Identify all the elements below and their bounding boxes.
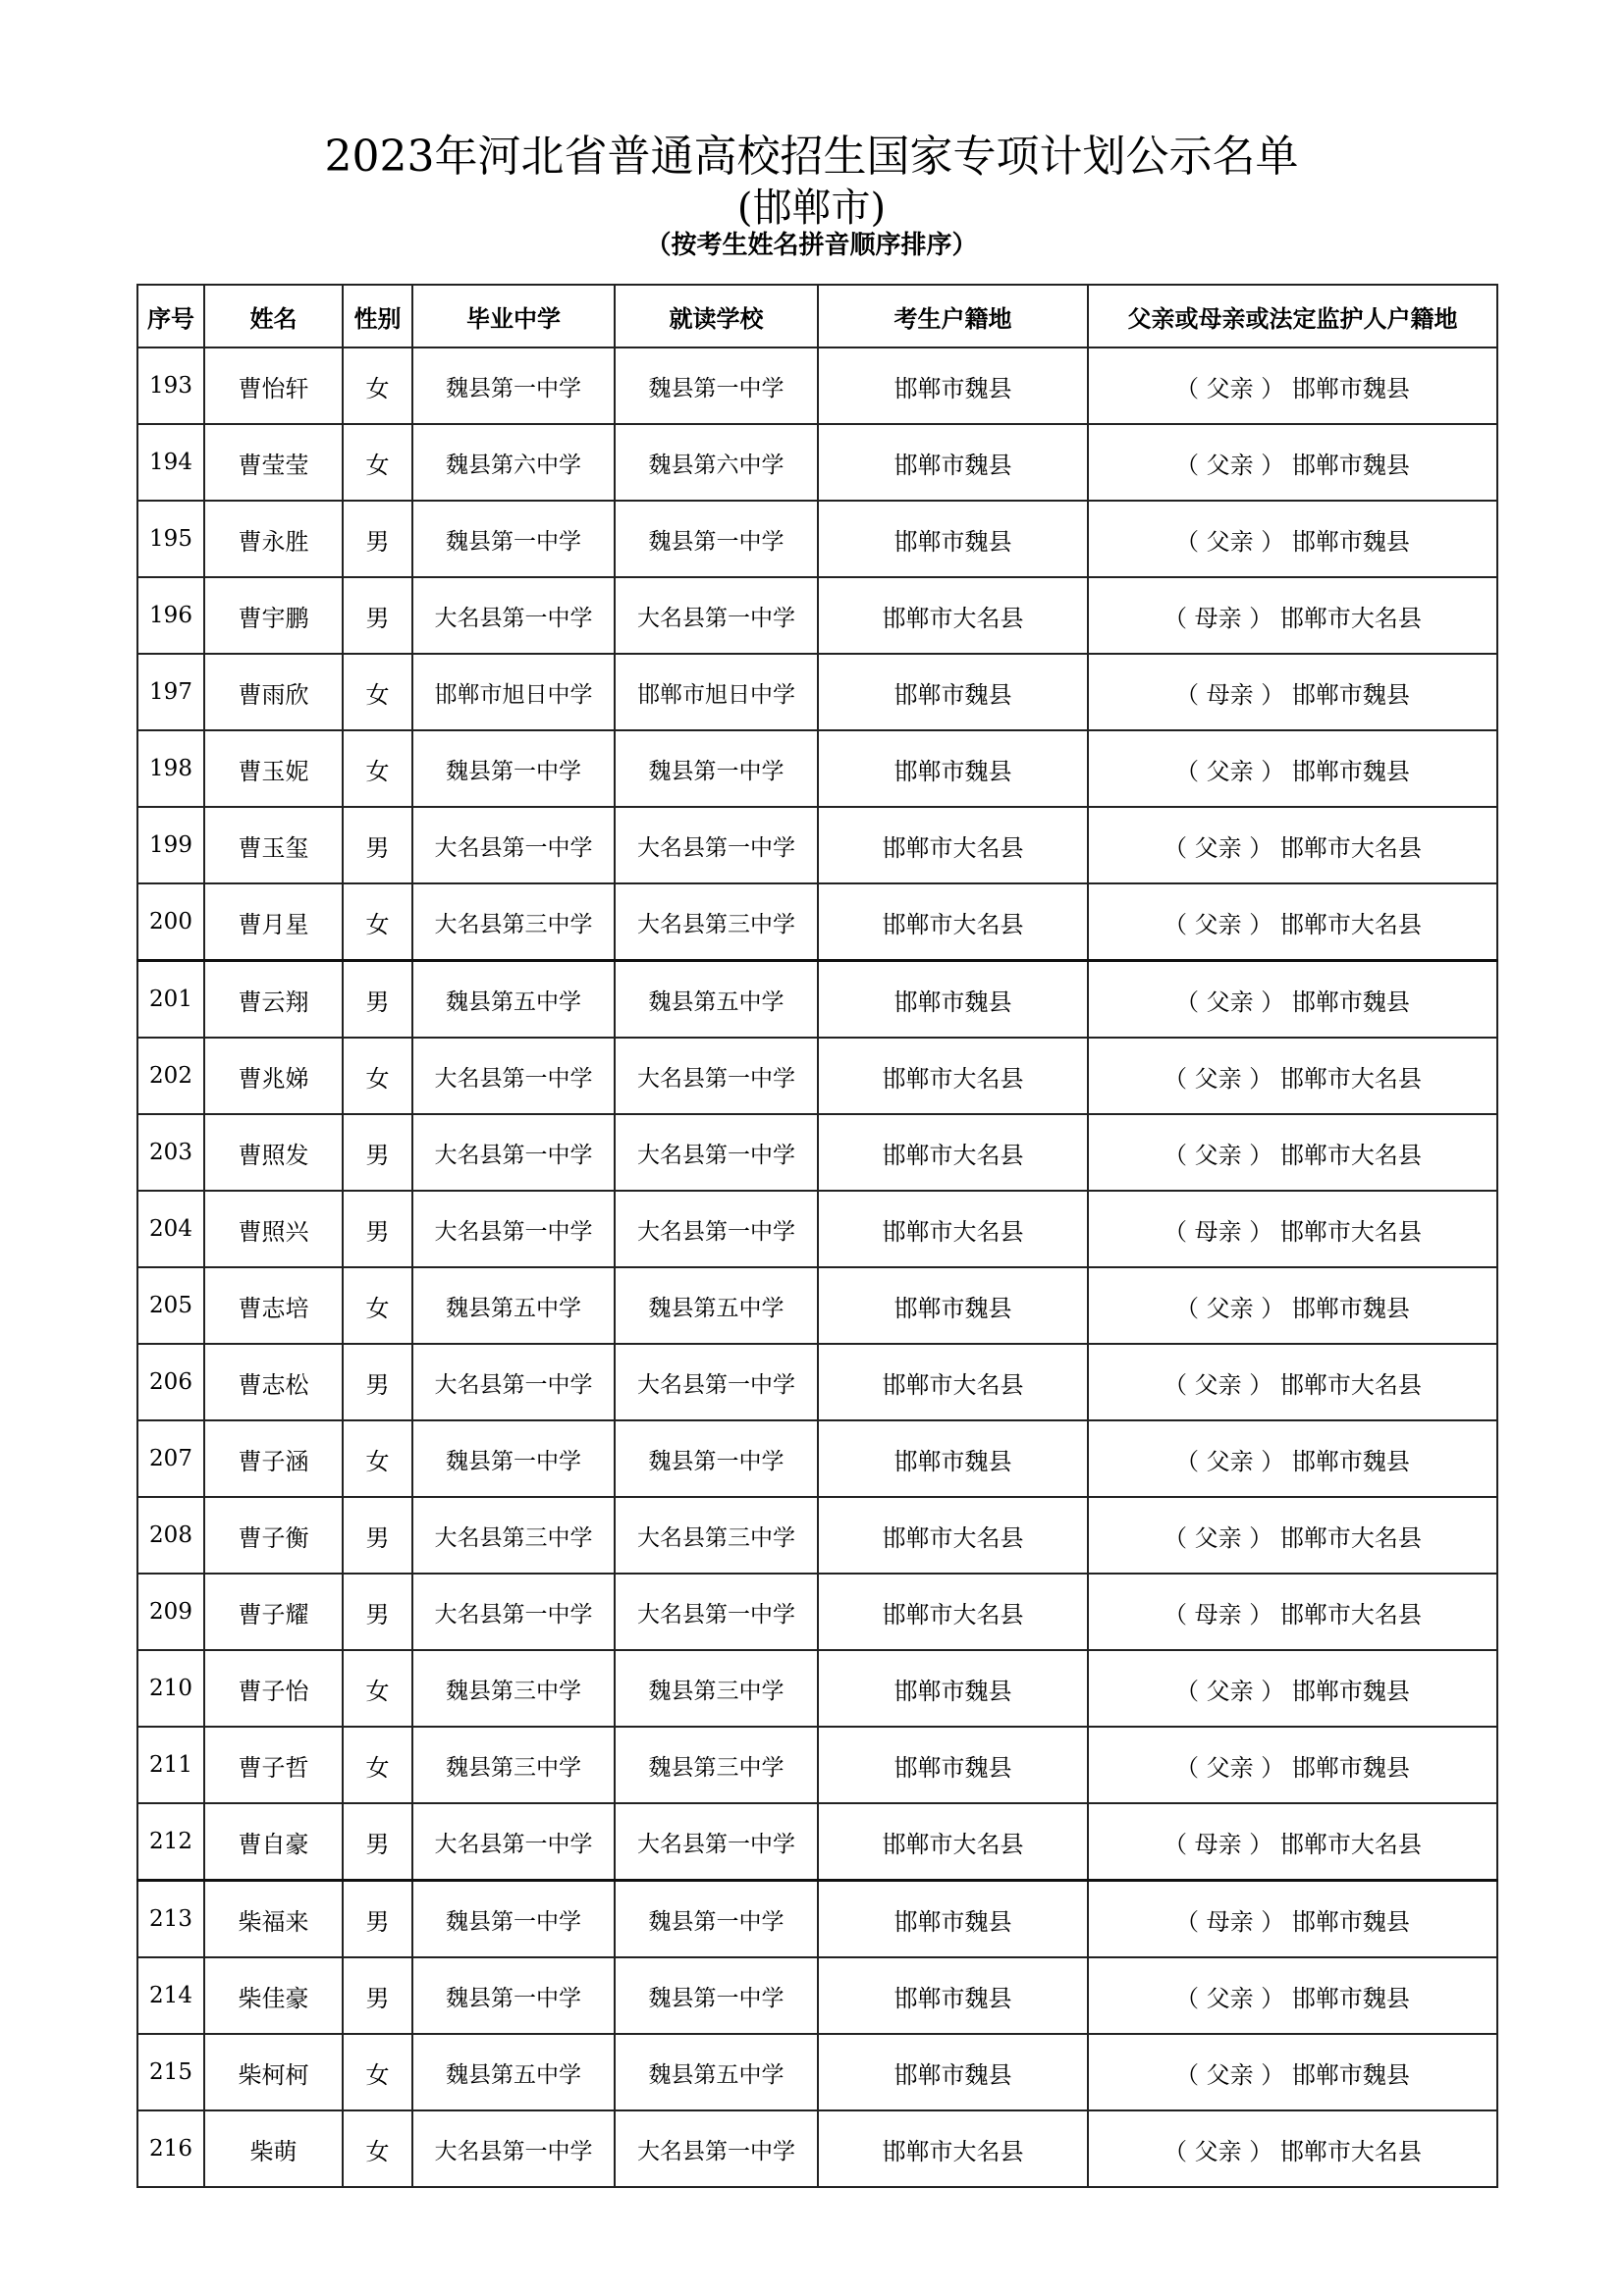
cell-guardian-hukou: （ 父亲 ） 邯郸市魏县 bbox=[1088, 1650, 1497, 1727]
cell-grad-school: 魏县第三中学 bbox=[412, 1650, 615, 1727]
cell-name: 曹志培 bbox=[204, 1267, 343, 1344]
cell-hukou: 邯郸市大名县 bbox=[818, 1114, 1088, 1191]
cell-hukou: 邯郸市魏县 bbox=[818, 1881, 1088, 1958]
cell-gender: 男 bbox=[343, 577, 412, 654]
cell-hukou: 邯郸市大名县 bbox=[818, 577, 1088, 654]
cell-grad-school: 邯郸市旭日中学 bbox=[412, 654, 615, 730]
table-row bbox=[137, 807, 1497, 883]
sort-note: （按考生姓名拼音顺序排序） bbox=[645, 231, 978, 260]
cell-name: 柴柯柯 bbox=[204, 2034, 343, 2110]
cell-grad-school: 大名县第三中学 bbox=[412, 883, 615, 961]
cell-current-school: 魏县第一中学 bbox=[615, 347, 818, 424]
cell-current-school: 大名县第一中学 bbox=[615, 1038, 818, 1114]
cell-guardian-hukou: （ 父亲 ） 邯郸市魏县 bbox=[1088, 501, 1497, 577]
cell-grad-school: 大名县第一中学 bbox=[412, 2110, 615, 2187]
cell-guardian-hukou: （ 父亲 ） 邯郸市魏县 bbox=[1088, 2034, 1497, 2110]
cell-hukou: 邯郸市魏县 bbox=[818, 1727, 1088, 1803]
cell-grad-school: 大名县第一中学 bbox=[412, 1038, 615, 1114]
cell-guardian-hukou: （ 父亲 ） 邯郸市大名县 bbox=[1088, 1038, 1497, 1114]
cell-hukou: 邯郸市魏县 bbox=[818, 347, 1088, 424]
cell-name: 柴佳豪 bbox=[204, 1957, 343, 2034]
cell-no: 214 bbox=[137, 1957, 204, 2034]
cell-grad-school: 魏县第五中学 bbox=[412, 1267, 615, 1344]
cell-no: 212 bbox=[137, 1803, 204, 1881]
cell-grad-school: 大名县第一中学 bbox=[412, 1114, 615, 1191]
cell-name: 曹志松 bbox=[204, 1344, 343, 1420]
table-row bbox=[137, 1497, 1497, 1574]
cell-guardian-hukou: （ 父亲 ） 邯郸市魏县 bbox=[1088, 347, 1497, 424]
cell-current-school: 大名县第一中学 bbox=[615, 1574, 818, 1650]
cell-current-school: 魏县第六中学 bbox=[615, 424, 818, 501]
cell-grad-school: 魏县第三中学 bbox=[412, 1727, 615, 1803]
cell-no: 208 bbox=[137, 1497, 204, 1574]
cell-gender: 男 bbox=[343, 1574, 412, 1650]
cell-hukou: 邯郸市魏县 bbox=[818, 1650, 1088, 1727]
cell-gender: 男 bbox=[343, 1881, 412, 1958]
cell-current-school: 魏县第五中学 bbox=[615, 1267, 818, 1344]
cell-no: 207 bbox=[137, 1420, 204, 1497]
cell-no: 216 bbox=[137, 2110, 204, 2187]
cell-gender: 女 bbox=[343, 883, 412, 961]
cell-hukou: 邯郸市大名县 bbox=[818, 1038, 1088, 1114]
table-row bbox=[137, 654, 1497, 730]
table-row bbox=[137, 577, 1497, 654]
table-row bbox=[137, 1344, 1497, 1420]
cell-no: 200 bbox=[137, 883, 204, 961]
cell-hukou: 邯郸市魏县 bbox=[818, 1267, 1088, 1344]
cell-guardian-hukou: （ 父亲 ） 邯郸市大名县 bbox=[1088, 2110, 1497, 2187]
cell-hukou: 邯郸市魏县 bbox=[818, 424, 1088, 501]
cell-name: 曹云翔 bbox=[204, 961, 343, 1039]
cell-name: 曹子耀 bbox=[204, 1574, 343, 1650]
table-row bbox=[137, 1881, 1497, 1958]
cell-name: 曹子涵 bbox=[204, 1420, 343, 1497]
cell-guardian-hukou: （ 父亲 ） 邯郸市大名县 bbox=[1088, 883, 1497, 961]
cell-gender: 男 bbox=[343, 1344, 412, 1420]
cell-grad-school: 魏县第一中学 bbox=[412, 730, 615, 807]
header-name: 姓名 bbox=[204, 285, 343, 347]
cell-current-school: 大名县第一中学 bbox=[615, 2110, 818, 2187]
cell-hukou: 邯郸市魏县 bbox=[818, 1420, 1088, 1497]
cell-guardian-hukou: （ 父亲 ） 邯郸市魏县 bbox=[1088, 1727, 1497, 1803]
cell-current-school: 魏县第五中学 bbox=[615, 2034, 818, 2110]
cell-no: 194 bbox=[137, 424, 204, 501]
cell-grad-school: 魏县第五中学 bbox=[412, 961, 615, 1039]
cell-no: 201 bbox=[137, 961, 204, 1039]
table-row bbox=[137, 347, 1497, 424]
cell-current-school: 魏县第一中学 bbox=[615, 1957, 818, 2034]
cell-gender: 男 bbox=[343, 1114, 412, 1191]
cell-hukou: 邯郸市大名县 bbox=[818, 1803, 1088, 1881]
cell-name: 曹照发 bbox=[204, 1114, 343, 1191]
cell-grad-school: 魏县第一中学 bbox=[412, 1420, 615, 1497]
table-row bbox=[137, 1420, 1497, 1497]
cell-gender: 男 bbox=[343, 1497, 412, 1574]
cell-current-school: 魏县第三中学 bbox=[615, 1727, 818, 1803]
cell-grad-school: 魏县第六中学 bbox=[412, 424, 615, 501]
cell-gender: 女 bbox=[343, 2034, 412, 2110]
cell-no: 209 bbox=[137, 1574, 204, 1650]
cell-name: 曹永胜 bbox=[204, 501, 343, 577]
table-header-row bbox=[137, 285, 1497, 347]
cell-name: 曹玉玺 bbox=[204, 807, 343, 883]
cell-current-school: 魏县第一中学 bbox=[615, 730, 818, 807]
cell-hukou: 邯郸市魏县 bbox=[818, 1957, 1088, 2034]
table-row bbox=[137, 1727, 1497, 1803]
cell-hukou: 邯郸市魏县 bbox=[818, 730, 1088, 807]
cell-gender: 女 bbox=[343, 1420, 412, 1497]
cell-current-school: 魏县第三中学 bbox=[615, 1650, 818, 1727]
cell-name: 柴福来 bbox=[204, 1881, 343, 1958]
table-row bbox=[137, 2110, 1497, 2187]
cell-gender: 女 bbox=[343, 654, 412, 730]
table-row bbox=[137, 1267, 1497, 1344]
cell-gender: 女 bbox=[343, 1727, 412, 1803]
cell-no: 199 bbox=[137, 807, 204, 883]
table-body bbox=[137, 347, 1497, 2187]
cell-hukou: 邯郸市大名县 bbox=[818, 883, 1088, 961]
cell-no: 195 bbox=[137, 501, 204, 577]
cell-hukou: 邯郸市大名县 bbox=[818, 1497, 1088, 1574]
cell-name: 曹雨欣 bbox=[204, 654, 343, 730]
cell-gender: 女 bbox=[343, 2110, 412, 2187]
table-row bbox=[137, 730, 1497, 807]
table-row bbox=[137, 2034, 1497, 2110]
cell-no: 206 bbox=[137, 1344, 204, 1420]
cell-current-school: 魏县第一中学 bbox=[615, 1420, 818, 1497]
cell-hukou: 邯郸市大名县 bbox=[818, 1191, 1088, 1267]
cell-gender: 女 bbox=[343, 1038, 412, 1114]
cell-grad-school: 魏县第五中学 bbox=[412, 2034, 615, 2110]
cell-guardian-hukou: （ 母亲 ） 邯郸市大名县 bbox=[1088, 577, 1497, 654]
cell-no: 211 bbox=[137, 1727, 204, 1803]
cell-hukou: 邯郸市魏县 bbox=[818, 501, 1088, 577]
cell-name: 曹玉妮 bbox=[204, 730, 343, 807]
cell-grad-school: 魏县第一中学 bbox=[412, 1881, 615, 1958]
cell-guardian-hukou: （ 父亲 ） 邯郸市大名县 bbox=[1088, 807, 1497, 883]
cell-no: 215 bbox=[137, 2034, 204, 2110]
cell-hukou: 邯郸市大名县 bbox=[818, 2110, 1088, 2187]
table-row bbox=[137, 1650, 1497, 1727]
cell-hukou: 邯郸市魏县 bbox=[818, 2034, 1088, 2110]
cell-current-school: 大名县第三中学 bbox=[615, 883, 818, 961]
cell-hukou: 邯郸市大名县 bbox=[818, 1574, 1088, 1650]
cell-grad-school: 大名县第一中学 bbox=[412, 1574, 615, 1650]
cell-no: 203 bbox=[137, 1114, 204, 1191]
table-row bbox=[137, 1038, 1497, 1114]
cell-name: 曹兆娣 bbox=[204, 1038, 343, 1114]
document-title: 2023年河北省普通高校招生国家专项计划公示名单 bbox=[324, 132, 1299, 182]
table-row bbox=[137, 883, 1497, 961]
cell-current-school: 大名县第一中学 bbox=[615, 1191, 818, 1267]
cell-no: 213 bbox=[137, 1881, 204, 1958]
header-guardian-hukou: 父亲或母亲或法定监护人户籍地 bbox=[1088, 285, 1497, 347]
cell-gender: 女 bbox=[343, 730, 412, 807]
cell-current-school: 魏县第一中学 bbox=[615, 501, 818, 577]
cell-name: 曹月星 bbox=[204, 883, 343, 961]
cell-gender: 男 bbox=[343, 807, 412, 883]
header-gender: 性别 bbox=[343, 285, 412, 347]
cell-guardian-hukou: （ 父亲 ） 邯郸市魏县 bbox=[1088, 1420, 1497, 1497]
header-current-school: 就读学校 bbox=[615, 285, 818, 347]
cell-grad-school: 大名县第一中学 bbox=[412, 1803, 615, 1881]
cell-guardian-hukou: （ 母亲 ） 邯郸市大名县 bbox=[1088, 1574, 1497, 1650]
cell-no: 198 bbox=[137, 730, 204, 807]
cell-gender: 女 bbox=[343, 424, 412, 501]
cell-no: 205 bbox=[137, 1267, 204, 1344]
cell-grad-school: 大名县第一中学 bbox=[412, 577, 615, 654]
cell-grad-school: 大名县第三中学 bbox=[412, 1497, 615, 1574]
cell-hukou: 邯郸市大名县 bbox=[818, 807, 1088, 883]
cell-guardian-hukou: （ 母亲 ） 邯郸市魏县 bbox=[1088, 654, 1497, 730]
cell-current-school: 大名县第一中学 bbox=[615, 577, 818, 654]
cell-name: 曹自豪 bbox=[204, 1803, 343, 1881]
cell-guardian-hukou: （ 父亲 ） 邯郸市魏县 bbox=[1088, 1267, 1497, 1344]
cell-grad-school: 大名县第一中学 bbox=[412, 1344, 615, 1420]
cell-name: 曹子哲 bbox=[204, 1727, 343, 1803]
cell-hukou: 邯郸市魏县 bbox=[818, 961, 1088, 1039]
table-row bbox=[137, 424, 1497, 501]
cell-guardian-hukou: （ 父亲 ） 邯郸市魏县 bbox=[1088, 961, 1497, 1039]
cell-gender: 男 bbox=[343, 1803, 412, 1881]
table-row bbox=[137, 1803, 1497, 1881]
cell-name: 曹莹莹 bbox=[204, 424, 343, 501]
table-row bbox=[137, 1114, 1497, 1191]
table-row bbox=[137, 961, 1497, 1039]
cell-guardian-hukou: （ 父亲 ） 邯郸市魏县 bbox=[1088, 1957, 1497, 2034]
cell-hukou: 邯郸市魏县 bbox=[818, 654, 1088, 730]
cell-gender: 男 bbox=[343, 501, 412, 577]
cell-current-school: 魏县第五中学 bbox=[615, 961, 818, 1039]
header-grad-school: 毕业中学 bbox=[412, 285, 615, 347]
cell-gender: 女 bbox=[343, 347, 412, 424]
cell-current-school: 大名县第一中学 bbox=[615, 1344, 818, 1420]
cell-hukou: 邯郸市大名县 bbox=[818, 1344, 1088, 1420]
cell-guardian-hukou: （ 父亲 ） 邯郸市大名县 bbox=[1088, 1114, 1497, 1191]
cell-guardian-hukou: （ 母亲 ） 邯郸市大名县 bbox=[1088, 1803, 1497, 1881]
cell-gender: 男 bbox=[343, 961, 412, 1039]
cell-guardian-hukou: （ 母亲 ） 邯郸市大名县 bbox=[1088, 1191, 1497, 1267]
cell-name: 柴萌 bbox=[204, 2110, 343, 2187]
cell-grad-school: 魏县第一中学 bbox=[412, 347, 615, 424]
table-row bbox=[137, 501, 1497, 577]
cell-current-school: 大名县第一中学 bbox=[615, 1803, 818, 1881]
cell-no: 210 bbox=[137, 1650, 204, 1727]
cell-current-school: 大名县第三中学 bbox=[615, 1497, 818, 1574]
cell-name: 曹子衡 bbox=[204, 1497, 343, 1574]
cell-guardian-hukou: （ 父亲 ） 邯郸市魏县 bbox=[1088, 730, 1497, 807]
cell-no: 202 bbox=[137, 1038, 204, 1114]
cell-name: 曹宇鹏 bbox=[204, 577, 343, 654]
cell-gender: 女 bbox=[343, 1267, 412, 1344]
table-row bbox=[137, 1191, 1497, 1267]
cell-guardian-hukou: （ 父亲 ） 邯郸市魏县 bbox=[1088, 424, 1497, 501]
cell-name: 曹怡轩 bbox=[204, 347, 343, 424]
cell-gender: 男 bbox=[343, 1191, 412, 1267]
cell-current-school: 邯郸市旭日中学 bbox=[615, 654, 818, 730]
cell-no: 193 bbox=[137, 347, 204, 424]
cell-current-school: 大名县第一中学 bbox=[615, 807, 818, 883]
cell-gender: 女 bbox=[343, 1650, 412, 1727]
document-subtitle: (邯郸市) bbox=[736, 186, 887, 231]
cell-current-school: 魏县第一中学 bbox=[615, 1881, 818, 1958]
cell-gender: 男 bbox=[343, 1957, 412, 2034]
cell-guardian-hukou: （ 父亲 ） 邯郸市大名县 bbox=[1088, 1344, 1497, 1420]
cell-no: 204 bbox=[137, 1191, 204, 1267]
cell-no: 197 bbox=[137, 654, 204, 730]
cell-grad-school: 大名县第一中学 bbox=[412, 1191, 615, 1267]
roster-table bbox=[136, 284, 1498, 2188]
header-no: 序号 bbox=[137, 285, 204, 347]
cell-name: 曹照兴 bbox=[204, 1191, 343, 1267]
cell-no: 196 bbox=[137, 577, 204, 654]
cell-guardian-hukou: （ 父亲 ） 邯郸市大名县 bbox=[1088, 1497, 1497, 1574]
cell-name: 曹子怡 bbox=[204, 1650, 343, 1727]
table-row bbox=[137, 1574, 1497, 1650]
cell-guardian-hukou: （ 母亲 ） 邯郸市魏县 bbox=[1088, 1881, 1497, 1958]
header-hukou: 考生户籍地 bbox=[818, 285, 1088, 347]
cell-grad-school: 魏县第一中学 bbox=[412, 501, 615, 577]
cell-current-school: 大名县第一中学 bbox=[615, 1114, 818, 1191]
cell-grad-school: 大名县第一中学 bbox=[412, 807, 615, 883]
cell-grad-school: 魏县第一中学 bbox=[412, 1957, 615, 2034]
table-row bbox=[137, 1957, 1497, 2034]
